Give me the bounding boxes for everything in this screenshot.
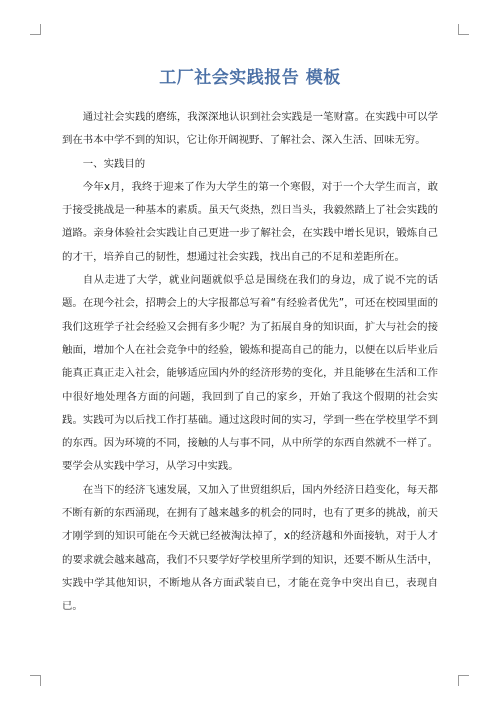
page-corner-mark-bottom-left (30, 675, 41, 686)
paragraph-intro: 通过社会实践的磨练，我深深地认识到社会实践是一笔财富。在实践中可以学到在书本中学不到的知识，它让你开阔视野、了解社会、深入生活、回味无穷。 (62, 111, 438, 147)
page-corner-mark-bottom-right (458, 675, 469, 686)
paragraph-purpose-3: 在当下的经济飞速发展，又加入了世贸组织后，国内外经济日趋变化，每天都不断有新的东西涌现，在拥有了越来越多的机会的同时，也有了更多的挑战，前天才刚学到的知识可能在今天就已经被淘汰掉了，x的经济越和外面接轨，对于人才的要求就会越来越高，我们不只要学好学校里所学到的知识，还要不断从生活中，实践中学其他知识，不断地从各方面武装自已，才能在竞争中突出自已，表现自已。 (62, 483, 438, 613)
section-heading-purpose: 一、实践目的 (82, 157, 146, 170)
paragraph-purpose-1: 今年x月，我终于迎来了作为大学生的第一个寒假，对于一个大学生而言，敢于接受挑战是一种基本的素质。虽天气炎热，烈日当头，我毅然踏上了社会实践的道路。亲身体验社会实践让自己更进一步了解社会，在实践中增长见识，锻炼自己的才干，培养自己的韧性，想通过社会实践，找出自己的不足和差距所在。 (62, 180, 438, 263)
document-body (62, 106, 438, 619)
document-title: 工厂社会实践报告 模板 (159, 68, 341, 88)
page-corner-mark-top-left (30, 24, 41, 35)
page-corner-mark-top-right (458, 24, 469, 35)
paragraph-purpose-2: 自从走进了大学，就业问题就似乎总是围绕在我们的身边，成了说不完的话题。在现今社会，招聘会上的大字报都总写着“有经验者优先”，可还在校园里面的我们这班学子社会经验又会拥有多少呢？为了拓展自身的知识面，扩大与社会的接触面，增加个人在社会竞争中的经验，锻炼和提高自己的能力，以便在以后毕业后能真正真正走入社会，能够适应国内外的经济形势的变化，并且能够在生活和工作中很好地处理各方面的问题，我回到了自己的家乡，开始了我这个假期的社会实践。实践可为以后找工作打基础。通过这段时间的实习，学到一些在学校里学不到的东西。因为环境的不同，接触的人与事不同，从中所学的东西自然就不一样了。要学会从实践中学习，从学习中实践。 (62, 274, 438, 473)
